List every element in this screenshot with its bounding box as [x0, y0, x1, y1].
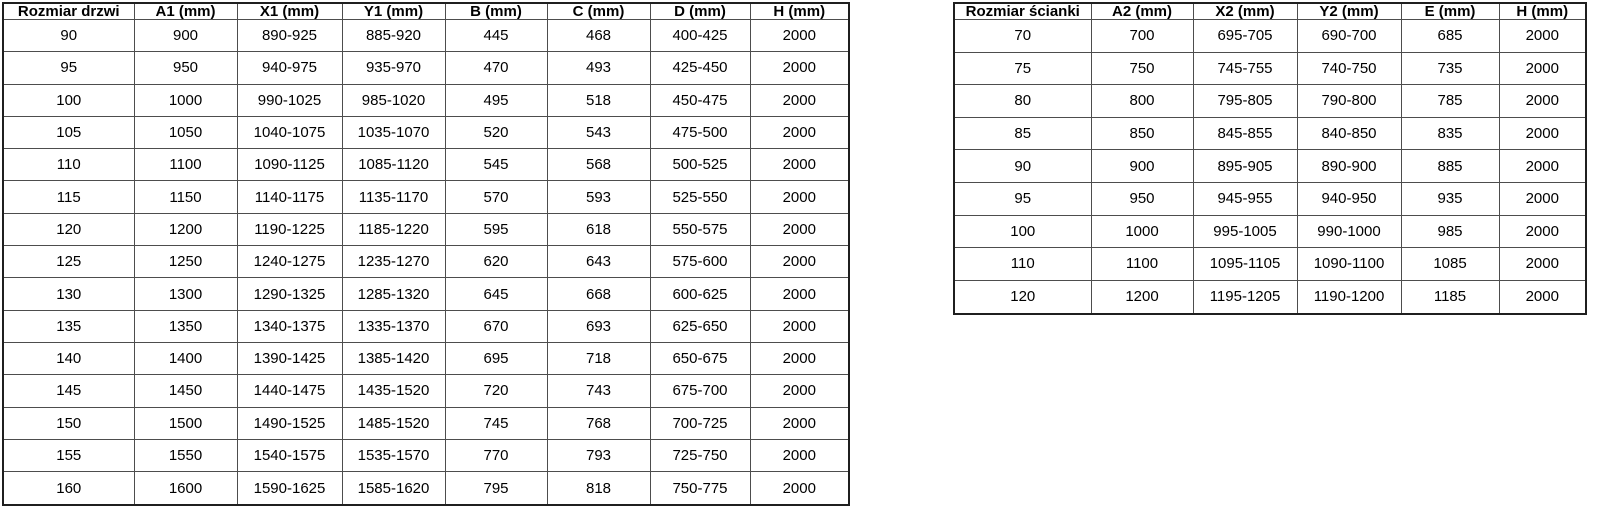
data-cell: 1390-1425 [237, 342, 342, 374]
table-row [3, 116, 849, 148]
data-cell: 155 [3, 439, 134, 471]
data-cell: 950 [134, 52, 237, 84]
data-cell: 675-700 [650, 375, 750, 407]
header-cell-col0: Rozmiar ścianki [954, 3, 1091, 20]
data-cell: 600-625 [650, 278, 750, 310]
data-cell: 885 [1401, 150, 1499, 183]
data-cell: 1250 [134, 246, 237, 278]
header-cell-col2: X1 (mm) [237, 3, 342, 20]
data-cell: 890-925 [237, 20, 342, 52]
data-cell: 120 [954, 280, 1091, 314]
door-table-header [3, 3, 849, 20]
header-cell-col5: C (mm) [547, 3, 650, 20]
header-cell-col5: H (mm) [1499, 3, 1586, 20]
data-cell: 1335-1370 [342, 310, 445, 342]
data-cell: 745-755 [1193, 52, 1297, 85]
data-cell: 625-650 [650, 310, 750, 342]
door-table-body [3, 20, 849, 506]
header-row [3, 3, 849, 20]
data-cell: 1140-1175 [237, 181, 342, 213]
data-cell: 818 [547, 472, 650, 505]
data-cell: 80 [954, 85, 1091, 118]
data-cell: 770 [445, 439, 547, 471]
data-cell: 1240-1275 [237, 246, 342, 278]
data-cell: 695 [445, 342, 547, 374]
table-row [3, 342, 849, 374]
data-cell: 935 [1401, 182, 1499, 215]
header-row [954, 3, 1586, 20]
data-cell: 470 [445, 52, 547, 84]
data-cell: 1085 [1401, 248, 1499, 281]
table-row [954, 85, 1586, 118]
data-cell: 70 [954, 20, 1091, 53]
data-cell: 885-920 [342, 20, 445, 52]
data-cell: 793 [547, 439, 650, 471]
data-cell: 1440-1475 [237, 375, 342, 407]
data-cell: 545 [445, 149, 547, 181]
data-cell: 1185-1220 [342, 213, 445, 245]
data-cell: 1195-1205 [1193, 280, 1297, 314]
data-cell: 890-900 [1297, 150, 1401, 183]
data-cell: 618 [547, 213, 650, 245]
data-cell: 2000 [1499, 85, 1586, 118]
data-cell: 950 [1091, 182, 1193, 215]
data-cell: 1190-1200 [1297, 280, 1401, 314]
data-cell: 100 [3, 84, 134, 116]
data-cell: 2000 [750, 246, 849, 278]
data-cell: 1585-1620 [342, 472, 445, 505]
header-cell-col1: A1 (mm) [134, 3, 237, 20]
data-cell: 95 [3, 52, 134, 84]
table-row [954, 248, 1586, 281]
data-cell: 595 [445, 213, 547, 245]
data-cell: 1490-1525 [237, 407, 342, 439]
data-cell: 2000 [750, 149, 849, 181]
data-cell: 160 [3, 472, 134, 505]
data-cell: 1290-1325 [237, 278, 342, 310]
data-cell: 690-700 [1297, 20, 1401, 53]
data-cell: 125 [3, 246, 134, 278]
data-cell: 2000 [750, 439, 849, 471]
data-cell: 518 [547, 84, 650, 116]
data-cell: 1550 [134, 439, 237, 471]
data-cell: 140 [3, 342, 134, 374]
table-row [3, 181, 849, 213]
table-row [954, 182, 1586, 215]
data-cell: 475-500 [650, 116, 750, 148]
data-cell: 945-955 [1193, 182, 1297, 215]
table-row [954, 280, 1586, 314]
data-cell: 835 [1401, 117, 1499, 150]
table-row [3, 310, 849, 342]
table-row [3, 52, 849, 84]
table-row [954, 150, 1586, 183]
data-cell: 145 [3, 375, 134, 407]
data-cell: 130 [3, 278, 134, 310]
data-cell: 895-905 [1193, 150, 1297, 183]
data-cell: 795-805 [1193, 85, 1297, 118]
data-cell: 2000 [1499, 280, 1586, 314]
data-cell: 940-950 [1297, 182, 1401, 215]
data-cell: 995-1005 [1193, 215, 1297, 248]
table-row [3, 149, 849, 181]
data-cell: 500-525 [650, 149, 750, 181]
data-cell: 1540-1575 [237, 439, 342, 471]
data-cell: 990-1025 [237, 84, 342, 116]
data-cell: 2000 [1499, 215, 1586, 248]
data-cell: 1485-1520 [342, 407, 445, 439]
data-cell: 845-855 [1193, 117, 1297, 150]
door-size-table [2, 2, 850, 506]
data-cell: 2000 [750, 375, 849, 407]
data-cell: 1090-1100 [1297, 248, 1401, 281]
data-cell: 1090-1125 [237, 149, 342, 181]
header-cell-col3: Y2 (mm) [1297, 3, 1401, 20]
data-cell: 1100 [1091, 248, 1193, 281]
data-cell: 570 [445, 181, 547, 213]
data-cell: 700 [1091, 20, 1193, 53]
data-cell: 525-550 [650, 181, 750, 213]
data-cell: 2000 [750, 407, 849, 439]
header-cell-col2: X2 (mm) [1193, 3, 1297, 20]
header-cell-col3: Y1 (mm) [342, 3, 445, 20]
data-cell: 1535-1570 [342, 439, 445, 471]
data-cell: 2000 [750, 278, 849, 310]
data-cell: 110 [954, 248, 1091, 281]
data-cell: 400-425 [650, 20, 750, 52]
data-cell: 425-450 [650, 52, 750, 84]
data-cell: 520 [445, 116, 547, 148]
data-cell: 650-675 [650, 342, 750, 374]
data-cell: 2000 [750, 472, 849, 505]
data-cell: 850 [1091, 117, 1193, 150]
table-row [954, 215, 1586, 248]
data-cell: 1590-1625 [237, 472, 342, 505]
data-cell: 985-1020 [342, 84, 445, 116]
data-cell: 1285-1320 [342, 278, 445, 310]
data-cell: 445 [445, 20, 547, 52]
data-cell: 120 [3, 213, 134, 245]
data-cell: 450-475 [650, 84, 750, 116]
data-cell: 575-600 [650, 246, 750, 278]
table-row [954, 117, 1586, 150]
data-cell: 150 [3, 407, 134, 439]
header-cell-col0: Rozmiar drzwi [3, 3, 134, 20]
data-cell: 90 [954, 150, 1091, 183]
table-row [3, 375, 849, 407]
header-cell-col4: B (mm) [445, 3, 547, 20]
data-cell: 568 [547, 149, 650, 181]
data-cell: 593 [547, 181, 650, 213]
data-cell: 2000 [750, 342, 849, 374]
data-cell: 1000 [1091, 215, 1193, 248]
data-cell: 940-975 [237, 52, 342, 84]
data-cell: 1350 [134, 310, 237, 342]
data-cell: 935-970 [342, 52, 445, 84]
table-row [3, 20, 849, 52]
table-row [954, 20, 1586, 53]
data-cell: 900 [1091, 150, 1193, 183]
data-cell: 695-705 [1193, 20, 1297, 53]
data-cell: 1035-1070 [342, 116, 445, 148]
data-cell: 1400 [134, 342, 237, 374]
data-cell: 740-750 [1297, 52, 1401, 85]
data-cell: 1040-1075 [237, 116, 342, 148]
data-cell: 95 [954, 182, 1091, 215]
data-cell: 750-775 [650, 472, 750, 505]
table-row [3, 472, 849, 505]
header-cell-col7: H (mm) [750, 3, 849, 20]
data-cell: 550-575 [650, 213, 750, 245]
data-cell: 800 [1091, 85, 1193, 118]
data-cell: 1135-1170 [342, 181, 445, 213]
data-cell: 468 [547, 20, 650, 52]
wall-table-header [954, 3, 1586, 20]
table-row [3, 213, 849, 245]
data-cell: 1100 [134, 149, 237, 181]
table-row [954, 52, 1586, 85]
data-cell: 1300 [134, 278, 237, 310]
data-cell: 668 [547, 278, 650, 310]
data-cell: 495 [445, 84, 547, 116]
data-cell: 990-1000 [1297, 215, 1401, 248]
data-cell: 718 [547, 342, 650, 374]
data-cell: 2000 [750, 52, 849, 84]
data-cell: 785 [1401, 85, 1499, 118]
header-cell-col4: E (mm) [1401, 3, 1499, 20]
data-cell: 90 [3, 20, 134, 52]
data-cell: 1190-1225 [237, 213, 342, 245]
data-cell: 1185 [1401, 280, 1499, 314]
data-cell: 735 [1401, 52, 1499, 85]
data-cell: 2000 [750, 181, 849, 213]
data-cell: 1435-1520 [342, 375, 445, 407]
data-cell: 1085-1120 [342, 149, 445, 181]
table-row [3, 407, 849, 439]
data-cell: 645 [445, 278, 547, 310]
data-cell: 2000 [1499, 117, 1586, 150]
data-cell: 2000 [1499, 150, 1586, 183]
data-cell: 115 [3, 181, 134, 213]
data-cell: 745 [445, 407, 547, 439]
data-cell: 2000 [1499, 182, 1586, 215]
data-cell: 685 [1401, 20, 1499, 53]
data-cell: 620 [445, 246, 547, 278]
table-row [3, 84, 849, 116]
data-cell: 900 [134, 20, 237, 52]
data-cell: 693 [547, 310, 650, 342]
data-cell: 768 [547, 407, 650, 439]
header-cell-col6: D (mm) [650, 3, 750, 20]
data-cell: 2000 [1499, 248, 1586, 281]
header-cell-col1: A2 (mm) [1091, 3, 1193, 20]
table-row [3, 439, 849, 471]
data-cell: 795 [445, 472, 547, 505]
data-cell: 1450 [134, 375, 237, 407]
data-cell: 543 [547, 116, 650, 148]
data-cell: 750 [1091, 52, 1193, 85]
data-cell: 1200 [1091, 280, 1193, 314]
wall-table-body [954, 20, 1586, 315]
data-cell: 790-800 [1297, 85, 1401, 118]
data-cell: 643 [547, 246, 650, 278]
data-cell: 2000 [750, 116, 849, 148]
data-cell: 1150 [134, 181, 237, 213]
data-cell: 2000 [1499, 52, 1586, 85]
data-cell: 1600 [134, 472, 237, 505]
data-cell: 2000 [750, 84, 849, 116]
wall-size-table [953, 2, 1587, 315]
table-row [3, 246, 849, 278]
data-cell: 743 [547, 375, 650, 407]
data-cell: 2000 [1499, 20, 1586, 53]
data-cell: 1500 [134, 407, 237, 439]
data-cell: 1340-1375 [237, 310, 342, 342]
data-cell: 985 [1401, 215, 1499, 248]
data-cell: 1385-1420 [342, 342, 445, 374]
data-cell: 840-850 [1297, 117, 1401, 150]
data-cell: 110 [3, 149, 134, 181]
data-cell: 725-750 [650, 439, 750, 471]
data-cell: 1200 [134, 213, 237, 245]
data-cell: 720 [445, 375, 547, 407]
data-cell: 100 [954, 215, 1091, 248]
data-cell: 1235-1270 [342, 246, 445, 278]
data-cell: 1000 [134, 84, 237, 116]
data-cell: 700-725 [650, 407, 750, 439]
data-cell: 85 [954, 117, 1091, 150]
data-cell: 2000 [750, 20, 849, 52]
data-cell: 670 [445, 310, 547, 342]
data-cell: 1050 [134, 116, 237, 148]
data-cell: 105 [3, 116, 134, 148]
data-cell: 1095-1105 [1193, 248, 1297, 281]
data-cell: 135 [3, 310, 134, 342]
data-cell: 493 [547, 52, 650, 84]
data-cell: 75 [954, 52, 1091, 85]
data-cell: 2000 [750, 310, 849, 342]
data-cell: 2000 [750, 213, 849, 245]
table-row [3, 278, 849, 310]
